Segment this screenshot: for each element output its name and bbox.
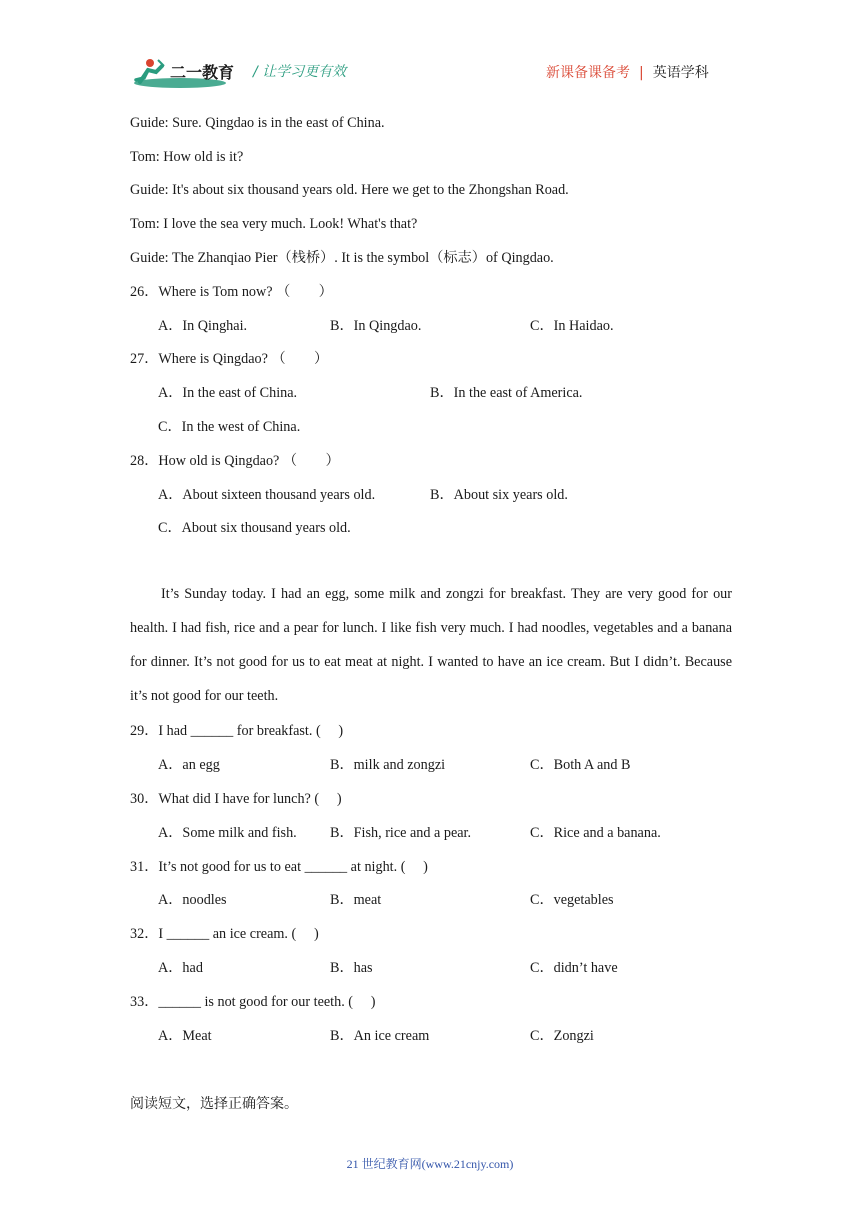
option-c: C．didn’t have bbox=[530, 960, 618, 976]
subject-label: 英语学科 bbox=[652, 65, 709, 81]
question-28: 28．How old is Qingdao? （ ） bbox=[130, 453, 340, 469]
question-33: 33．______ is not good for our teeth. ( ) bbox=[130, 994, 376, 1010]
question-26: 26．Where is Tom now? （ ） bbox=[130, 284, 333, 300]
reading-passage: It’s Sunday today. I had an egg, some milk and zongzi for breakfast. They are very good for our health. I had fish, rice and a pear for lunch. I like fish very much. I had noodles, vegetables and a banana for dinner. It’s not good for us to eat meat at night. I wanted to have an ice cream. But I didn’t. Because it’s not good for our teeth. bbox=[130, 586, 732, 704]
option-c: C．About six thousand years old. bbox=[158, 520, 351, 536]
slogan: / 让学习更有效 bbox=[253, 64, 347, 80]
option-c: C．Both A and B bbox=[530, 757, 631, 773]
option-b: B．milk and zongzi bbox=[330, 757, 446, 773]
option-a: A．noodles bbox=[158, 892, 227, 908]
question-27: 27．Where is Qingdao? （ ） bbox=[130, 351, 329, 367]
tagline: 新课备课备考 bbox=[546, 65, 630, 81]
option-c: C．vegetables bbox=[530, 892, 614, 908]
dialogue-line: Tom: I love the sea very much. Look! What's that? bbox=[130, 216, 418, 232]
option-b: B．An ice cream bbox=[330, 1028, 430, 1044]
option-b: B．has bbox=[330, 960, 373, 976]
option-a: A．had bbox=[158, 960, 203, 976]
header-tagline-group bbox=[546, 62, 709, 82]
question-32: 32．I ______ an ice cream. ( ) bbox=[130, 926, 319, 942]
option-c: C．In Haidao. bbox=[530, 318, 614, 334]
question-30: 30．What did I have for lunch? ( ) bbox=[130, 791, 342, 807]
option-a: A．In Qinghai. bbox=[158, 318, 248, 334]
dialogue-line: Guide: It's about six thousand years old. Here we get to the Zhongshan Road. bbox=[130, 182, 569, 198]
brand-logo bbox=[132, 56, 244, 90]
option-c: C．In the west of China. bbox=[158, 419, 301, 435]
option-c: C．Zongzi bbox=[530, 1028, 594, 1044]
option-b: B．In the east of America. bbox=[430, 385, 583, 401]
option-a: A．an egg bbox=[158, 757, 220, 773]
option-b: B．meat bbox=[330, 892, 382, 908]
page-header bbox=[0, 0, 860, 100]
question-29: 29．I had ______ for breakfast. ( ) bbox=[130, 723, 344, 739]
option-b: B．In Qingdao. bbox=[330, 318, 422, 334]
option-c: C．Rice and a banana. bbox=[530, 825, 661, 841]
option-a: A．Some milk and fish. bbox=[158, 825, 297, 841]
section-instruction: 阅读短文，选择正确答案。 bbox=[130, 1096, 298, 1112]
dialogue-line: Tom: How old is it? bbox=[130, 149, 244, 165]
separator: | bbox=[639, 65, 644, 81]
question-31: 31．It’s not good for us to eat ______ at night. ( ) bbox=[130, 859, 428, 875]
page-footer: 21 世纪教育网(www.21cnjy.com) bbox=[346, 1157, 514, 1171]
dialogue-line: Guide: Sure. Qingdao is in the east of China. bbox=[130, 115, 385, 131]
option-b: B．About six years old. bbox=[430, 487, 568, 503]
option-a: A．In the east of China. bbox=[158, 385, 298, 401]
option-a: A．About sixteen thousand years old. bbox=[158, 487, 376, 503]
option-b: B．Fish, rice and a pear. bbox=[330, 825, 472, 841]
svg-text:二一教育: 二一教育 bbox=[170, 63, 235, 82]
dialogue-line: Guide: The Zhanqiao Pier（栈桥）. It is the symbol（标志）of Qingdao. bbox=[130, 250, 554, 266]
option-a: A．Meat bbox=[158, 1028, 212, 1044]
